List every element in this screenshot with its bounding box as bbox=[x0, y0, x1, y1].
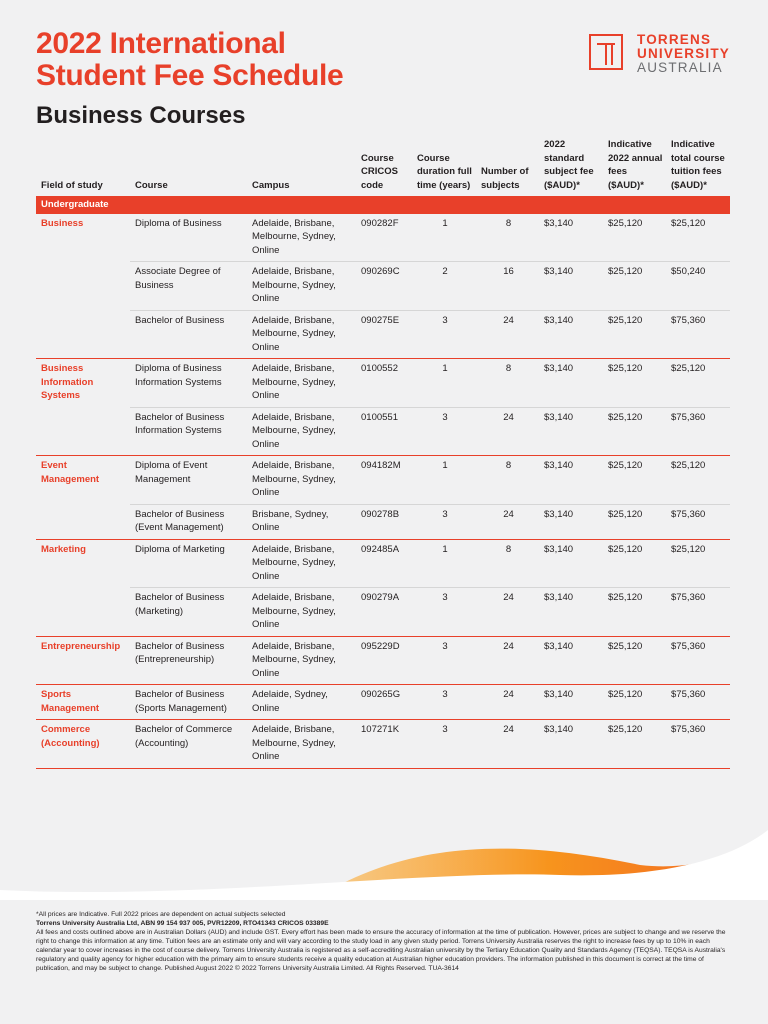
cell-subjects: 8 bbox=[476, 213, 539, 262]
cell-annual-fee: $25,120 bbox=[603, 720, 666, 769]
header-duration: Course duration full time (years) bbox=[417, 152, 472, 191]
cell-course: Diploma of Business bbox=[130, 213, 247, 262]
cell-campus: Adelaide, Brisbane, Melbourne, Sydney, Online bbox=[247, 262, 356, 311]
cell-duration: 1 bbox=[412, 456, 476, 505]
cell-duration: 2 bbox=[412, 262, 476, 311]
cell-duration: 1 bbox=[412, 359, 476, 408]
cell-cricos: 0100552 bbox=[356, 359, 412, 408]
table-row bbox=[36, 407, 730, 456]
cell-field bbox=[36, 262, 130, 311]
cell-duration: 3 bbox=[412, 636, 476, 685]
cell-subject-fee: $3,140 bbox=[539, 310, 603, 359]
decorative-wave bbox=[0, 820, 768, 900]
cell-cricos: 090278B bbox=[356, 504, 412, 539]
cell-duration: 3 bbox=[412, 685, 476, 720]
cell-campus: Brisbane, Sydney, Online bbox=[247, 504, 356, 539]
fee-table bbox=[36, 138, 730, 769]
cell-subject-fee: $3,140 bbox=[539, 504, 603, 539]
cell-annual-fee: $25,120 bbox=[603, 310, 666, 359]
cell-field: Marketing bbox=[36, 539, 130, 588]
cell-cricos: 090265G bbox=[356, 685, 412, 720]
cell-course: Associate Degree of Business bbox=[130, 262, 247, 311]
cell-annual-fee: $25,120 bbox=[603, 636, 666, 685]
cell-annual-fee: $25,120 bbox=[603, 262, 666, 311]
cell-total-fee: $25,120 bbox=[666, 539, 730, 588]
cell-duration: 3 bbox=[412, 407, 476, 456]
cell-subject-fee: $3,140 bbox=[539, 213, 603, 262]
cell-campus: Adelaide, Brisbane, Melbourne, Sydney, Online bbox=[247, 539, 356, 588]
cell-campus: Adelaide, Brisbane, Melbourne, Sydney, Online bbox=[247, 636, 356, 685]
cell-total-fee: $50,240 bbox=[666, 262, 730, 311]
cell-campus: Adelaide, Brisbane, Melbourne, Sydney, Online bbox=[247, 456, 356, 505]
cell-course: Bachelor of Business Information Systems bbox=[130, 407, 247, 456]
cell-subject-fee: $3,140 bbox=[539, 539, 603, 588]
table-row bbox=[36, 539, 730, 588]
table-row bbox=[36, 213, 730, 262]
cell-subjects: 24 bbox=[476, 685, 539, 720]
cell-total-fee: $75,360 bbox=[666, 685, 730, 720]
footer-company: Torrens University Australia Ltd, ABN 99 154 937 005, PVR12209, RTO41343 CRICOS 03389E bbox=[36, 920, 329, 927]
cell-field: Commerce (Accounting) bbox=[36, 720, 130, 769]
cell-annual-fee: $25,120 bbox=[603, 504, 666, 539]
cell-subject-fee: $3,140 bbox=[539, 407, 603, 456]
cell-field: Business Information Systems bbox=[36, 359, 130, 408]
cell-subjects: 24 bbox=[476, 407, 539, 456]
cell-subject-fee: $3,140 bbox=[539, 685, 603, 720]
logo-wordmark bbox=[637, 33, 730, 75]
table-row bbox=[36, 685, 730, 720]
cell-cricos: 107271K bbox=[356, 720, 412, 769]
cell-subject-fee: $3,140 bbox=[539, 636, 603, 685]
cell-subjects: 8 bbox=[476, 539, 539, 588]
title-line-2: Student Fee Schedule bbox=[36, 59, 344, 92]
cell-total-fee: $75,360 bbox=[666, 407, 730, 456]
cell-course: Diploma of Marketing bbox=[130, 539, 247, 588]
cell-duration: 3 bbox=[412, 504, 476, 539]
cell-annual-fee: $25,120 bbox=[603, 456, 666, 505]
cell-course: Bachelor of Business bbox=[130, 310, 247, 359]
cell-field bbox=[36, 504, 130, 539]
cell-cricos: 092485A bbox=[356, 539, 412, 588]
cell-subjects: 24 bbox=[476, 720, 539, 769]
cell-total-fee: $25,120 bbox=[666, 456, 730, 505]
cell-total-fee: $75,360 bbox=[666, 310, 730, 359]
header-cricos: Course CRICOS code bbox=[361, 152, 398, 191]
cell-cricos: 095229D bbox=[356, 636, 412, 685]
cell-campus: Adelaide, Sydney, Online bbox=[247, 685, 356, 720]
cell-field: Event Management bbox=[36, 456, 130, 505]
table-row bbox=[36, 456, 730, 505]
logo-line-2: UNIVERSITY bbox=[637, 46, 731, 61]
cell-total-fee: $25,120 bbox=[666, 359, 730, 408]
logo-line-1: TORRENS bbox=[637, 32, 712, 47]
title-line-1: 2022 International bbox=[36, 27, 286, 60]
cell-annual-fee: $25,120 bbox=[603, 588, 666, 637]
header-subject-fee: 2022 standard subject fee ($AUD)* bbox=[544, 139, 594, 191]
cell-duration: 3 bbox=[412, 310, 476, 359]
table-row bbox=[36, 636, 730, 685]
cell-subjects: 24 bbox=[476, 504, 539, 539]
cell-field bbox=[36, 588, 130, 637]
cell-duration: 1 bbox=[412, 539, 476, 588]
header-annual-fee: Indicative 2022 annual fees ($AUD)* bbox=[608, 139, 663, 191]
header-campus: Campus bbox=[252, 179, 290, 191]
table-row bbox=[36, 504, 730, 539]
cell-subjects: 8 bbox=[476, 456, 539, 505]
cell-field: Business bbox=[36, 213, 130, 262]
cell-campus: Adelaide, Brisbane, Melbourne, Sydney, Online bbox=[247, 213, 356, 262]
table-row bbox=[36, 588, 730, 637]
cell-field bbox=[36, 407, 130, 456]
cell-subjects: 24 bbox=[476, 588, 539, 637]
cell-cricos: 090282F bbox=[356, 213, 412, 262]
cell-total-fee: $25,120 bbox=[666, 213, 730, 262]
cell-cricos: 0100551 bbox=[356, 407, 412, 456]
cell-duration: 3 bbox=[412, 720, 476, 769]
cell-subject-fee: $3,140 bbox=[539, 720, 603, 769]
cell-annual-fee: $25,120 bbox=[603, 213, 666, 262]
cell-course: Bachelor of Business (Marketing) bbox=[130, 588, 247, 637]
table-row bbox=[36, 262, 730, 311]
cell-cricos: 090269C bbox=[356, 262, 412, 311]
cell-subject-fee: $3,140 bbox=[539, 262, 603, 311]
cell-course: Bachelor of Business (Entrepreneurship) bbox=[130, 636, 247, 685]
cell-course: Bachelor of Business (Event Management) bbox=[130, 504, 247, 539]
cell-annual-fee: $25,120 bbox=[603, 407, 666, 456]
cell-campus: Adelaide, Brisbane, Melbourne, Sydney, Online bbox=[247, 359, 356, 408]
cell-subjects: 24 bbox=[476, 636, 539, 685]
table-header-row bbox=[36, 138, 730, 196]
cell-field: Sports Management bbox=[36, 685, 130, 720]
header-total-fee: Indicative total course tuition fees ($AUD)* bbox=[671, 139, 725, 191]
cell-total-fee: $75,360 bbox=[666, 588, 730, 637]
cell-cricos: 090279A bbox=[356, 588, 412, 637]
page-subtitle: Business Courses bbox=[36, 102, 246, 129]
page-title bbox=[36, 28, 343, 92]
cell-subjects: 16 bbox=[476, 262, 539, 311]
cell-annual-fee: $25,120 bbox=[603, 539, 666, 588]
footer bbox=[36, 910, 726, 973]
logo-line-3: AUSTRALIA bbox=[637, 60, 723, 75]
cell-field: Entrepreneurship bbox=[36, 636, 130, 685]
section-band bbox=[36, 196, 730, 213]
cell-subjects: 24 bbox=[476, 310, 539, 359]
cell-duration: 1 bbox=[412, 213, 476, 262]
cell-subject-fee: $3,140 bbox=[539, 456, 603, 505]
cell-subject-fee: $3,140 bbox=[539, 588, 603, 637]
table-row bbox=[36, 359, 730, 408]
cell-annual-fee: $25,120 bbox=[603, 359, 666, 408]
cell-total-fee: $75,360 bbox=[666, 504, 730, 539]
cell-total-fee: $75,360 bbox=[666, 720, 730, 769]
cell-course: Diploma of Event Management bbox=[130, 456, 247, 505]
cell-subject-fee: $3,140 bbox=[539, 359, 603, 408]
cell-annual-fee: $25,120 bbox=[603, 685, 666, 720]
cell-cricos: 094182M bbox=[356, 456, 412, 505]
header-course: Course bbox=[135, 179, 168, 191]
cell-course: Diploma of Business Information Systems bbox=[130, 359, 247, 408]
footer-disclaimer: All fees and costs outlined above are in Australian Dollars (AUD) and include GST. Every effort has been made to ensure the accuracy of information at the time of publication. However, prices are subject to change and we reserve the right to change this information at any time. Tuition fees are an estimate only and will vary according to the study load in any given study period. Torrens University Australia reserves the right to increase fees by up to 10% in each calendar year to cover increases in the cost of course delivery. Torrens University Australia is registered as a self-accrediting Australian university by the Tertiary Education Quality and Standards Agency (TEQSA). TEQSA is Australia's regulatory and quality agency for higher education with the primary aim to ensure students receive a quality education at Australian higher education providers. The information published in this document is correct at the time of publication, and may be subject to change. Published August 2022 © 2022 Torrens University Australia Limited. All Rights Reserved. TUA-3614 bbox=[36, 929, 726, 972]
cell-subjects: 8 bbox=[476, 359, 539, 408]
cell-duration: 3 bbox=[412, 588, 476, 637]
cell-campus: Adelaide, Brisbane, Melbourne, Sydney, Online bbox=[247, 407, 356, 456]
table-row bbox=[36, 310, 730, 359]
torrens-logo-icon bbox=[589, 34, 623, 70]
cell-field bbox=[36, 310, 130, 359]
header-subjects: Number of subjects bbox=[481, 166, 529, 191]
footer-note: *All prices are Indicative. Full 2022 prices are dependent on actual subjects selected bbox=[36, 911, 286, 918]
header-field: Field of study bbox=[41, 179, 103, 191]
cell-campus: Adelaide, Brisbane, Melbourne, Sydney, Online bbox=[247, 588, 356, 637]
cell-campus: Adelaide, Brisbane, Melbourne, Sydney, Online bbox=[247, 310, 356, 359]
cell-cricos: 090275E bbox=[356, 310, 412, 359]
section-band-label: Undergraduate bbox=[36, 196, 730, 213]
cell-total-fee: $75,360 bbox=[666, 636, 730, 685]
table-row bbox=[36, 720, 730, 769]
cell-course: Bachelor of Commerce (Accounting) bbox=[130, 720, 247, 769]
cell-campus: Adelaide, Brisbane, Melbourne, Sydney, Online bbox=[247, 720, 356, 769]
cell-course: Bachelor of Business (Sports Management) bbox=[130, 685, 247, 720]
